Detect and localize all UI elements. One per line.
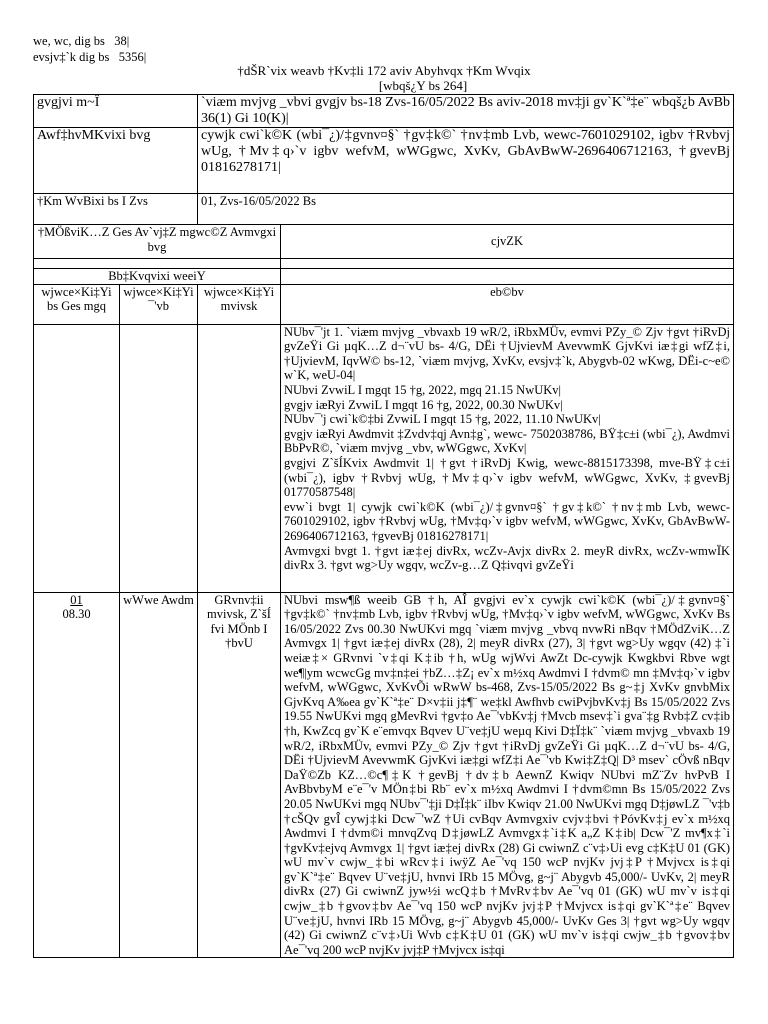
case-diary-table: [33, 94, 734, 958]
empty-cell: [120, 324, 198, 592]
description-paragraph: gvgjv iæRyi ZvwiL I mgqt 16 †g, 2022, 00.30 NwUKv|: [284, 397, 563, 412]
entry-number-time-cell: [34, 592, 120, 958]
entry-place: wWwe Awdm: [120, 592, 198, 958]
entry-summary: GRvnv‡ii mvivsk, Z`šÍ fvi MÖnb I †bvU: [198, 592, 281, 958]
case-source-label: gvgjvi m~Î: [34, 95, 198, 128]
entry-time: 08.30: [62, 607, 91, 622]
description-block: [281, 324, 734, 592]
description-paragraph: NUbvi ZvwiL I mgqt 15 †g, 2022, mgq 21.15 NwUKv|: [284, 382, 562, 397]
empty-cell: [281, 269, 734, 285]
description-paragraph: evw`i bvgt 1| cywjk cwi`k©K (wbi¯¿)/‡gvnv¤§` †gv‡k©` †nv‡mb Lvb, wewc-7601029102, igbv †Rvbvj wUg, †Mv‡q›`v igbv wefvM, wWGgwc, XvKv, GbAvBwW-2696406712163, †gvevBj 01816278171|: [284, 499, 731, 543]
document-subtitle: [wbqš¿Y bs 264]: [378, 78, 468, 93]
entry-description: NUbvi msw¶ß weeib GB †h, AÎ gvgjvi ev`x cywjk cwi`k©K (wbi¯¿)/‡gvnv¤§` †gv‡k©` †nv‡mb Lvb, igbv †Rvbvj wUg, †Mv‡q›`v igbv wefvM, wWGgwc, XvKv Bs 16/05/2022 Zvs 00.30 NwUKvi mgq `viæm mvjvg _vbvq nvwRi nBqv †MÖdZviK…Z Avmvgx 1| †gvt iæ‡ej divRx (28), 2| meyR divRx (27), 3| †gvt wg>Uy wgqv (42) ‡`i weiæ‡× GRvnvi `v‡qi K‡ib †h, wUg wjWvi AwZt Dc-cywjk Kwgkbvi Rbve wgt we¶|ym wcwcGg mv‡n‡ei †bZ…‡Z¡ ev`x m½xq Awdmvi I †dvm© mn ‡Mv‡q›`v igbv wefvM, wWGgwc, XvKvÕi wRwW bs-468, Zvs-15/05/2022 Bs g~‡j XvKv gnvbMix GjvKvq A‰ea gv`K`ª‡e¨ D×v‡ii j‡¶¨ we‡kl Awfhvb cwiPvjbvKv‡j Bs 15/05/2022 Zvs 19.55 NwUKvi mgq gMevRvi †gv‡o Ae¯'vbKv‡j †Mvcb msev‡`i gva¨‡g Rvb‡Z cv‡ib †h, KwZcq gv`K e¨emvqx Bqvev U¨ve‡jU weµq Kivi D‡Ï‡k¨ `viæm mvjvg _vbvaxb 19 wR/2, iRbxMÜv, evmvi PZy_© Zjv †gvt †iRvDj gvZeŸi Gi µqK…Z d¬¨vU bs- 4/G, DËi †UjvievM AvevwmK GjvKvi iæ‡gi wfZ‡i Ae¯'vb Kwi‡Z‡Q| D³ msev` cÖvß nBqv DaŸ©Zb KZ…©c¶‡K †gevBj †dv‡b AewnZ Kwiqv NUbvi mZ¨Zv hvPvB I AvBbvbyM e¨e¯'v MÖn‡bi Rb¨ ev`x m½xq Awdmvi I †dvm©mn Bs 15/05/2022 Zvs 20.05 NwUKvi mgq NUbv¯'‡ji D‡Ï‡k¨ iIbv Kwiqv 21.00 NwUKvi mgq D‡jøwLZ ¯'v‡b †cŠQv gvÎ cywj‡ki Dcw¯'wZ †Ui cvBqv Avmvgxiv cvjv‡bvi †PóvKv‡j ev`x m½xq Awdmvi I †dvm©i mnvqZvq D‡jøwLZ Avmvgx‡`i‡K a„Z K‡ib| Dcw¯'Z mv¶x‡`i †gvKv‡ejvq Avmvgx 1| †gvt iæ‡ej divRx (28) Gi cwiwnZ c¨v‡›Ui evg c‡K‡U 01 (GK) wU mv`v cwjw_‡bi wRcv‡i iwÿZ Ae¯'vq 150 wcP nvjKv jvj‡P †Mvjvcx is‡qi gv`K`ª‡e¨ Bqvev U¨ve‡jU, hvnvi IRb 15 MÖvg, g~j¨ Abygvb 45,000/- UvKv, 2| meyR divRx (27) Gi cwiwnZ jyw½i wcQ‡b †MvRv‡bv Ae¯'vq 01 (GK) wU mv`v is‡qi cwjw_‡b †gvov‡bv Ae¯'vq 150 wcP nvjKv jvj‡P †Mvjvcx is‡qi gv`K`ª‡e¨ Bqvev U¨ve‡jU, hvnvi IRb 15 MÖvg, g~j¨ Abygvb 45,000/- UvKv Ges 3| †gvt wg>Uy wgqv (42) Gi cwiwnZ c¨v‡›Ui Wvb c‡K‡U 01 (GK) wU mv`v is‡qi cwjw_‡b †gvov‡bv Ae¯'vq 200 wcP nvjKv jvj‡P †Mvjvcx is‡qi: [281, 592, 734, 958]
complainant-value: cywjk cwi`k©K (wbi¯¿)/‡gvnv¤§` †gv‡k©` †nv‡mb Lvb, wewc-7601029102, igbv †Rvbvj wUg, †Mv‡q›`v igbv wefvM, wWGgwc, XvKv, GbAvBwW-2696406712163, †gvevBj 01816278171|: [198, 128, 734, 194]
empty-cell: [198, 324, 281, 592]
case-source-value: `viæm mvjvg _vbvi gvgjv bs-18 Zvs-16/05/2022 Bs aviv-2018 mv‡ji gv`K`ª‡e¨ wbqš¿b AvBb 36(1) Gi 10(K)|: [198, 95, 734, 128]
column-header-place: wjwce×Ki‡Yi ¯'vb: [120, 284, 198, 324]
description-paragraph: NUbv¯'j cwi`k©‡bi ZvwiL I mgqt 15 †g, 2022, 11.10 NwUKv|: [284, 412, 601, 427]
column-header-summary: wjwce×Ki‡Yi mvivsk: [198, 284, 281, 324]
accused-label: †MÖßviK…Z Ges Av`vj‡Z mgwc©Z Avmvgxi bvg: [34, 225, 281, 259]
spacer-cell: [34, 259, 281, 269]
form-number-line: we, wc, dig bs 38|: [33, 34, 130, 48]
inquiry-details-label: Bb‡Kvqvixi weeiY: [34, 269, 281, 285]
column-header-number-time: wjwce×Ki‡Yi bs Ges mgq: [34, 284, 120, 324]
case-diary-number-value: 01, Zvs-16/05/2022 Bs: [198, 194, 734, 225]
form-number-line-2: evsjv‡`k dig bs 5356|: [33, 50, 147, 64]
spacer-cell: [281, 259, 734, 269]
description-paragraph: NUbv¯'jt 1. `viæm mvjvg _vbvaxb 19 wR/2, iRbxMÜv, evmvi PZy_© Zjv †gvt †iRvDj gvZeŸi Gi µqK…Z d¬¨vU bs- 4/G, DËi †UjvievM AvevwmK GjvKvi iæ‡gi wfZ‡i, †UjvievM, IqvW© bs-12, `viæm mvjvg, XvKv, evsjv‡`k, Abygvb-02 wKwg, DËi-c~e© w`K, weU-04|: [284, 324, 731, 383]
case-diary-number-label: †Km WvBixi bs I Zvs: [34, 194, 198, 225]
empty-cell: [34, 324, 120, 592]
description-paragraph: Avmvgxi bvgt 1. †gvt iæ‡ej divRx, wcZv-Avjx divRx 2. meyR divRx, wcZv-wmwÏK divRx 3. †gvt wg>Uy wgqv, wcZv-g…Z Q‡ivqvi gvZeŸi: [284, 543, 731, 573]
description-paragraph: gvgjvi Z`šÍKvix Awdmvit 1| †gvt †iRvDj Kwig, wewc-8815173398, mve-BŸ‡c±i (wbi¯¿), igbv †Rvbvj wUg, †Mv‡q›`v igbv wefvM, wWGgwc, XvKv, ‡gvevBj 01770587548|: [284, 455, 731, 500]
accused-value: cjvZK: [281, 225, 734, 259]
description-paragraph: gvgjv iæRyi Awdmvit ‡Zvdv‡qj Avn‡g`, wewc- 7502038786, BŸ‡c±i (wbi¯¿), Awdmvi BbPvR©, `viæm mvjvg _vbv, wWGgwc, XvKv|: [284, 426, 731, 456]
complainant-label: Awf‡hvMKvixi bvg: [34, 128, 198, 194]
column-header-description: eb©bv: [281, 284, 734, 324]
document-title: †dŠR`vix weavb †Kv‡li 172 aviv Abyhvqx †Km Wvqix: [237, 63, 531, 78]
entry-number: 01: [70, 592, 83, 607]
